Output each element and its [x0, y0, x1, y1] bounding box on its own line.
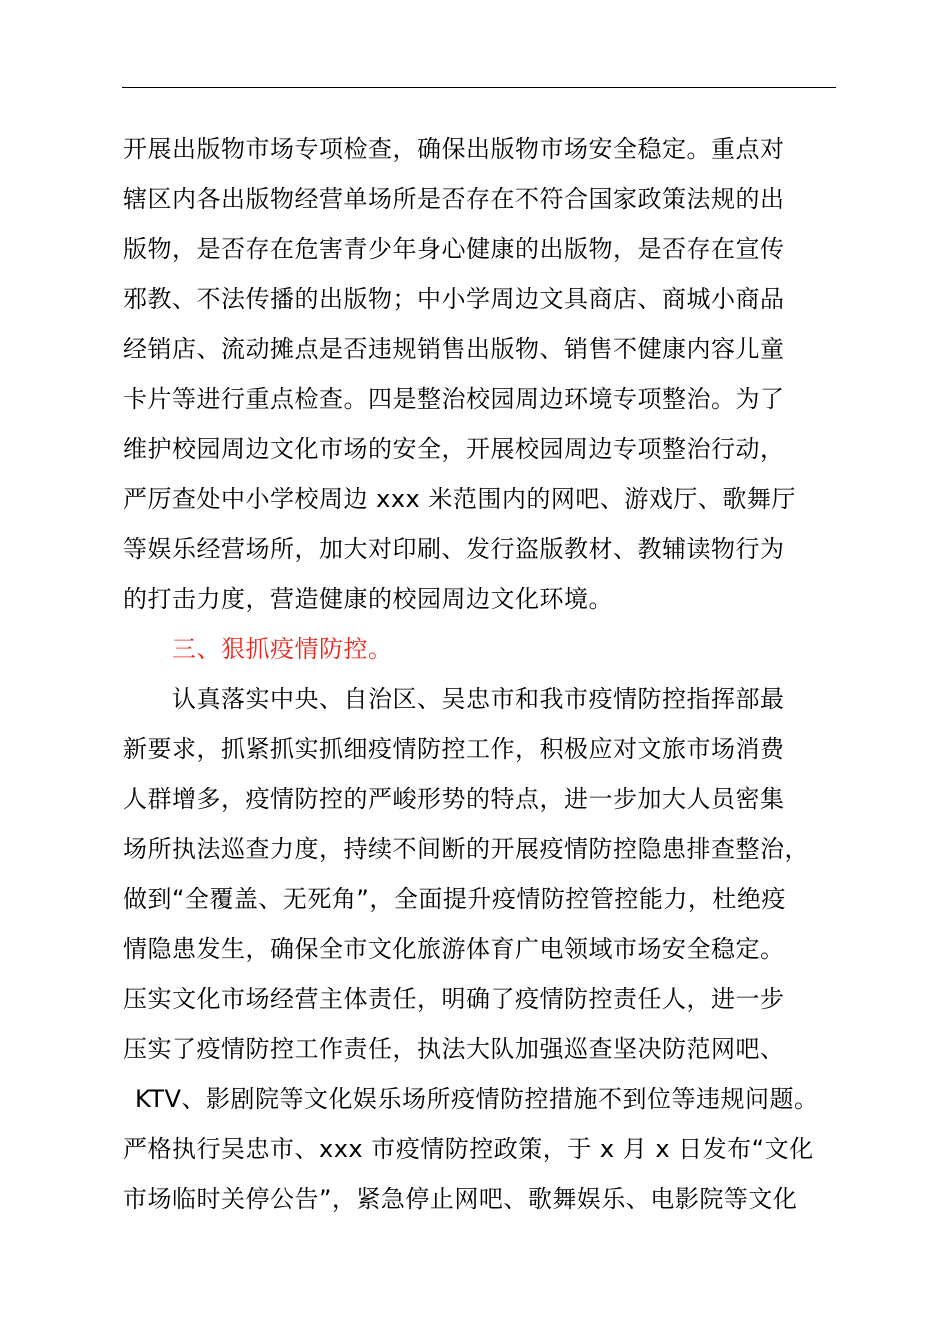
text-line: 市场临时关停公告”，紧急停止网吧、歌舞娱乐、电影院等文化: [123, 1185, 798, 1213]
text-line: 做到“全覆盖、无死角”，全面提升疫情防控管控能力，杜绝疫: [123, 885, 786, 913]
text-line: 开展出版物市场专项检查，确保出版物市场安全稳定。重点对: [123, 135, 785, 163]
text-line: 认真落实中央、自治区、吴忠市和我市疫情防控指挥部最: [172, 685, 785, 713]
text-line: 维护校园周边文化市场的安全，开展校园周边专项整治行动，: [123, 435, 785, 463]
text-line: 卡片等进行重点检查。四是整治校园周边环境专项整治。为了: [123, 385, 785, 413]
text-line: KTV、影剧院等文化娱乐场所疫情防控措施不到位等违规问题。: [135, 1085, 819, 1113]
text-line: 邪教、不法传播的出版物；中小学周边文具商店、商城小商品: [123, 285, 785, 313]
text-line: 场所执法巡查力度，持续不间断的开展疫情防控隐患排查整治，: [123, 835, 809, 863]
text-line: 情隐患发生，确保全市文化旅游体育广电领域市场安全稳定。: [123, 935, 785, 963]
text-line: 压实文化市场经营主体责任，明确了疫情防控责任人，进一步: [123, 985, 785, 1013]
text-line: 新要求，抓紧抓实抓细疫情防控工作，积极应对文旅市场消费: [123, 735, 785, 763]
text-line: 严格执行吴忠市、xxx 市疫情防控政策，于 x 月 x 日发布“文化: [123, 1135, 814, 1163]
text-line: 严厉查处中小学校周边 xxx 米范围内的网吧、游戏厅、歌舞厅: [123, 485, 796, 513]
text-line: 压实了疫情防控工作责任，执法大队加强巡查坚决防范网吧、: [123, 1035, 785, 1063]
text-line: 辖区内各出版物经营单场所是否存在不符合国家政策法规的出: [123, 185, 785, 213]
text-line: 版物，是否存在危害青少年身心健康的出版物，是否存在宣传: [123, 235, 785, 263]
section-heading: 三、狠抓疫情防控。: [172, 635, 393, 663]
text-line: 等娱乐经营场所，加大对印刷、发行盗版教材、教辅读物行为: [123, 535, 785, 563]
text-line: 的打击力度，营造健康的校园周边文化环境。: [123, 585, 613, 613]
text-line: 经销店、流动摊点是否违规销售出版物、销售不健康内容儿童: [123, 335, 785, 363]
text-line: 人群增多，疫情防控的严峻形势的特点，进一步加大人员密集: [123, 785, 785, 813]
body-text: [123, 124, 863, 1224]
header-rule: [122, 87, 836, 88]
